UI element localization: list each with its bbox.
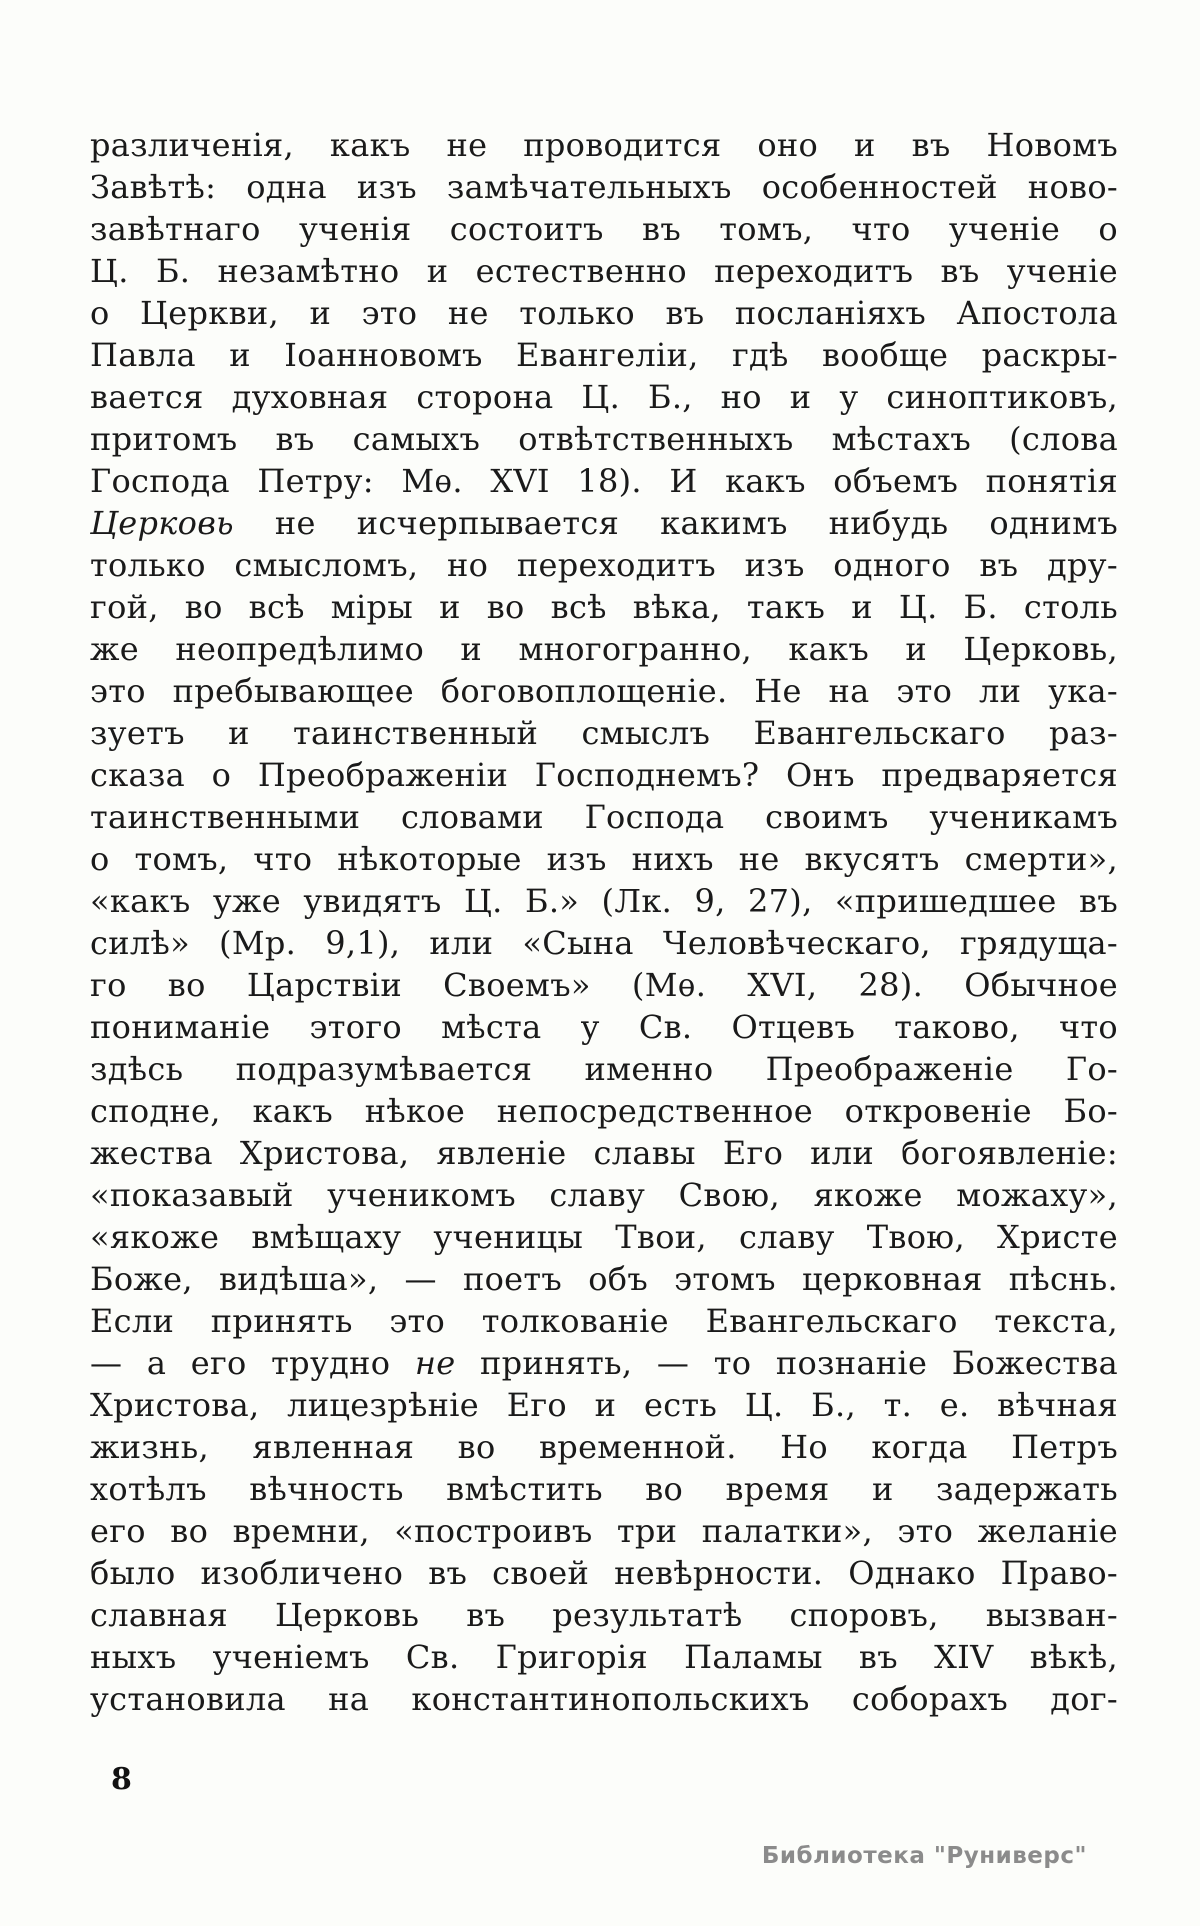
text-segment: различенія, какъ не проводится оно и въ Новомъ bbox=[90, 126, 1118, 164]
text-segment: Завѣтѣ: одна изъ замѣчательныхъ особенностей ново- bbox=[90, 168, 1118, 206]
text-line bbox=[90, 502, 1118, 544]
text-line bbox=[90, 1258, 1118, 1300]
text-line bbox=[90, 628, 1118, 670]
text-line bbox=[90, 1174, 1118, 1216]
text-line bbox=[90, 1048, 1118, 1090]
text-segment: таинственными словами Господа своимъ ученикамъ bbox=[90, 798, 1118, 836]
text-segment: сподне, какъ нѣкое непосредственное откровеніе Бо- bbox=[90, 1092, 1118, 1130]
text-segment: Ц. Б. незамѣтно и естественно переходитъ въ ученіе bbox=[90, 252, 1118, 290]
text-line bbox=[90, 922, 1118, 964]
text-line bbox=[90, 418, 1118, 460]
text-segment: Боже, видѣша», — поетъ объ этомъ церковная пѣснь. bbox=[90, 1260, 1118, 1298]
text-line bbox=[90, 586, 1118, 628]
text-line bbox=[90, 460, 1118, 502]
text-segment: не исчерпывается какимъ нибудь однимъ bbox=[233, 504, 1118, 542]
text-segment: притомъ въ самыхъ отвѣтственныхъ мѣстахъ (слова bbox=[90, 420, 1118, 458]
text-segment: хотѣлъ вѣчность вмѣстить во время и задержать bbox=[90, 1470, 1118, 1508]
text-line bbox=[90, 1216, 1118, 1258]
text-segment: Христова, лицезрѣніе Его и есть Ц. Б., т. е. вѣчная bbox=[90, 1386, 1118, 1424]
text-segment: о томъ, что нѣкоторые изъ нихъ не вкусятъ смерти», bbox=[90, 840, 1118, 878]
text-line bbox=[90, 1300, 1118, 1342]
text-line bbox=[90, 1342, 1118, 1384]
text-line bbox=[90, 1426, 1118, 1468]
italic-text-segment: Церковь bbox=[90, 504, 234, 542]
page-number: 8 bbox=[111, 1762, 132, 1797]
text-line bbox=[90, 880, 1118, 922]
text-line bbox=[90, 376, 1118, 418]
watermark-runivers: Библиотека "Руниверс" bbox=[761, 1843, 1087, 1869]
text-line bbox=[90, 1468, 1118, 1510]
text-segment: установила на константинопольскихъ соборахъ дог- bbox=[90, 1680, 1118, 1718]
italic-text-segment: не bbox=[414, 1344, 456, 1382]
text-line bbox=[90, 796, 1118, 838]
text-segment: было изобличено въ своей невѣрности. Однако Право- bbox=[90, 1554, 1118, 1592]
text-segment: это пребывающее боговоплощеніе. Не на это ли ука- bbox=[90, 672, 1118, 710]
text-segment: вается духовная сторона Ц. Б., но и у синоптиковъ, bbox=[90, 378, 1118, 416]
text-segment: о Церкви, и это не только въ посланіяхъ Апостола bbox=[90, 294, 1118, 332]
text-line bbox=[90, 1090, 1118, 1132]
text-segment: гой, во всѣ міры и во всѣ вѣка, такъ и Ц. Б. столь bbox=[90, 588, 1118, 626]
text-segment: «якоже вмѣщаху ученицы Твои, славу Твою, Христе bbox=[90, 1218, 1118, 1256]
text-line bbox=[90, 838, 1118, 880]
text-line bbox=[90, 1384, 1118, 1426]
text-segment: ныхъ ученіемъ Св. Григорія Паламы въ XIV вѣкѣ, bbox=[90, 1638, 1118, 1676]
text-segment: Господа Петру: Мѳ. XVI 18). И какъ объемъ понятія bbox=[90, 462, 1118, 500]
text-line bbox=[90, 754, 1118, 796]
text-line bbox=[90, 1006, 1118, 1048]
text-segment: же неопредѣлимо и многогранно, какъ и Церковь, bbox=[90, 630, 1118, 668]
text-segment: здѣсь подразумѣвается именно Преображеніе Го- bbox=[90, 1050, 1118, 1088]
text-segment: «какъ уже увидятъ Ц. Б.» (Лк. 9, 27), «пришедшее въ bbox=[90, 882, 1118, 920]
text-segment: принять, — то познаніе Божества bbox=[455, 1344, 1119, 1382]
text-segment: славная Церковь въ результатѣ споровъ, вызван- bbox=[90, 1596, 1118, 1634]
text-line bbox=[90, 964, 1118, 1006]
text-line bbox=[90, 1510, 1118, 1552]
text-line bbox=[90, 544, 1118, 586]
text-line bbox=[90, 670, 1118, 712]
text-segment: только смысломъ, но переходитъ изъ одного въ дру- bbox=[90, 546, 1118, 584]
text-segment: сказа о Преображеніи Господнемъ? Онъ предваряется bbox=[90, 756, 1118, 794]
text-line bbox=[90, 208, 1118, 250]
page-text bbox=[90, 124, 1118, 1720]
text-line bbox=[90, 1594, 1118, 1636]
text-line bbox=[90, 1636, 1118, 1678]
text-segment: завѣтнаго ученія состоитъ въ томъ, что ученіе о bbox=[90, 210, 1118, 248]
text-segment: — а его трудно bbox=[90, 1344, 415, 1382]
text-segment: «показавый ученикомъ славу Свою, якоже можаху», bbox=[90, 1176, 1118, 1214]
text-segment: силѣ» (Мр. 9,1), или «Сына Человѣческаго, грядуща- bbox=[90, 924, 1118, 962]
text-segment: жества Христова, явленіе славы Его или богоявленіе: bbox=[90, 1134, 1118, 1172]
text-line bbox=[90, 712, 1118, 754]
text-line bbox=[90, 334, 1118, 376]
text-line bbox=[90, 166, 1118, 208]
text-line bbox=[90, 250, 1118, 292]
text-segment: зуетъ и таинственный смыслъ Евангельскаго раз- bbox=[90, 714, 1118, 752]
text-line bbox=[90, 1552, 1118, 1594]
text-segment: пониманіе этого мѣста у Св. Отцевъ таково, что bbox=[90, 1008, 1118, 1046]
text-line bbox=[90, 1678, 1118, 1720]
text-segment: го во Царствіи Своемъ» (Мѳ. XVI, 28). Обычное bbox=[90, 966, 1118, 1004]
text-segment: его во времни, «построивъ три палатки», это желаніе bbox=[90, 1512, 1118, 1550]
text-segment: жизнь, явленная во временной. Но когда Петръ bbox=[90, 1428, 1118, 1466]
text-segment: Павла и Іоанновомъ Евангеліи, гдѣ вообще раскры- bbox=[90, 336, 1118, 374]
text-line bbox=[90, 292, 1118, 334]
text-line bbox=[90, 1132, 1118, 1174]
text-segment: Если принять это толкованіе Евангельскаго текста, bbox=[90, 1302, 1118, 1340]
text-line bbox=[90, 124, 1118, 166]
